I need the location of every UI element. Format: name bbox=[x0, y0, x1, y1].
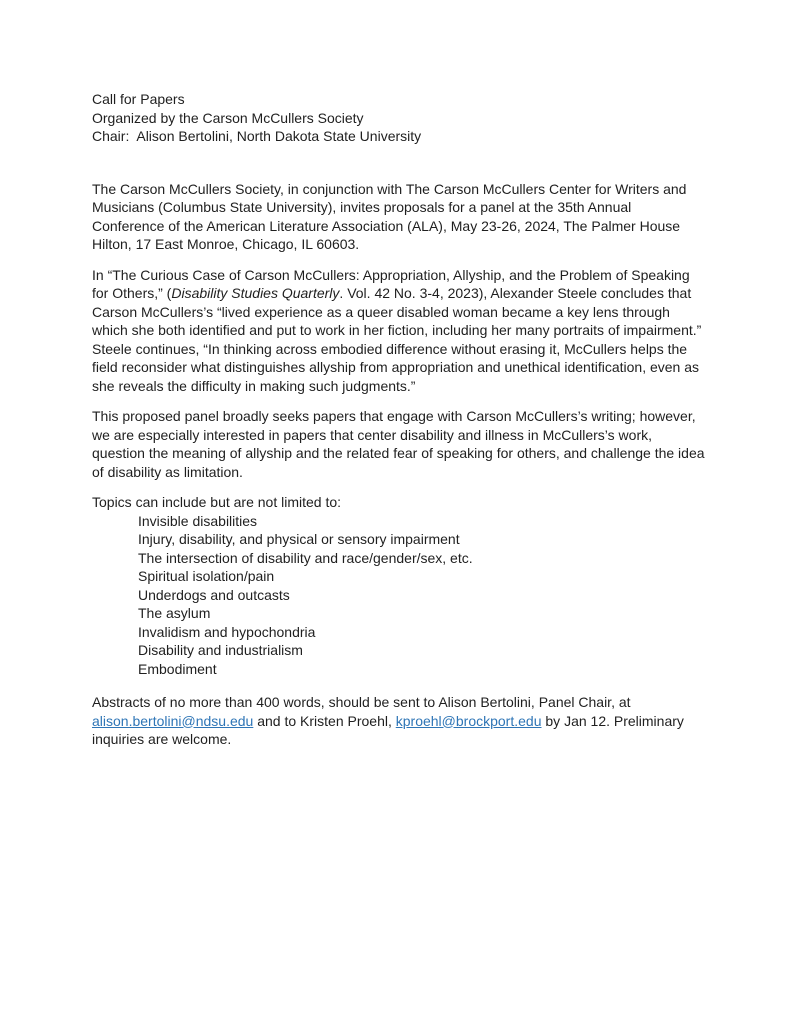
topic-item-intersection: The intersection of disability and race/gender/sex, etc. bbox=[138, 549, 473, 566]
topic-item-injury-disability: Injury, disability, and physical or sensory impairment bbox=[138, 531, 460, 547]
email-link-bertolini[interactable]: alison.bertolini@ndsu.edu bbox=[92, 712, 254, 729]
topic-item-disability-industrialism: Disability and industrialism bbox=[138, 642, 303, 658]
organizer-line: Organized by the Carson McCullers Society bbox=[92, 109, 364, 126]
document-title: Call for Papers bbox=[92, 91, 185, 107]
topic-item-underdogs-outcasts: Underdogs and outcasts bbox=[138, 586, 290, 603]
closing-lead-text: Abstracts of no more than 400 words, should be sent to Alison Bertolini, Panel Chair, at bbox=[92, 694, 631, 710]
paragraph-steele-quote bbox=[92, 266, 706, 396]
closing-middle-text: and to Kristen Proehl, bbox=[253, 712, 396, 729]
email-link-proehl[interactable]: kproehl@brockport.edu bbox=[395, 712, 542, 729]
topic-item-spiritual-isolation: Spiritual isolation/pain bbox=[138, 568, 275, 584]
topic-item-the-asylum: The asylum bbox=[138, 605, 211, 621]
paragraph-submission-info bbox=[92, 693, 706, 749]
topic-item-embodiment: Embodiment bbox=[138, 660, 217, 677]
topics-intro: Topics can include but are not limited to: bbox=[92, 494, 342, 510]
quote-rest-text: . Vol. 42 No. 3-4, 2023), Alexander Steele concludes that Carson McCullers’s “lived experience as a queer disabled woman became a key lens through which she both identified and put to work in her fiction, including her many portraits of impairment.” Steele continues, “In thinking across embodied difference without erasing it, McCullers helps the field reconsider what distinguishes allyship from appropriation and unethical identification, even as she reveals the difficulty in making such judgments.” bbox=[92, 285, 702, 394]
document-header bbox=[92, 90, 706, 146]
closing-end-text: by Jan 12. Preliminary inquiries are welcome. bbox=[92, 712, 684, 747]
paragraph-panel-scope: This proposed panel broadly seeks papers that engage with Carson McCullers’s writing; however, we are especially interested in papers that center disability and illness in McCullers’s work, question the meaning of allyship and the related fear of speaking for others, and challenge the idea of disability as limitation. bbox=[92, 408, 705, 480]
document-content bbox=[92, 90, 706, 761]
topic-item-invisible-disabilities: Invisible disabilities bbox=[138, 512, 258, 529]
journal-title-italic: Disability Studies Quarterly bbox=[171, 285, 340, 301]
topic-item-invalidism-hypochondria: Invalidism and hypochondria bbox=[138, 623, 316, 640]
quote-lead-text: In “The Curious Case of Carson McCullers: Appropriation, Allyship, and the Problem of Speaking for Others,” ( bbox=[92, 266, 690, 301]
topics-section bbox=[92, 493, 706, 678]
chair-line: Chair: Alison Bertolini, North Dakota State University bbox=[92, 128, 422, 144]
paragraph-conference-info: The Carson McCullers Society, in conjunction with The Carson McCullers Center for Writers and Musicians (Columbus State University), invites proposals for a panel at the 35th Annual Conference of the American Literature Association (ALA), May 23-26, 2024, The Palmer House Hilton, 17 East Monroe, Chicago, IL 60603. bbox=[92, 180, 687, 252]
